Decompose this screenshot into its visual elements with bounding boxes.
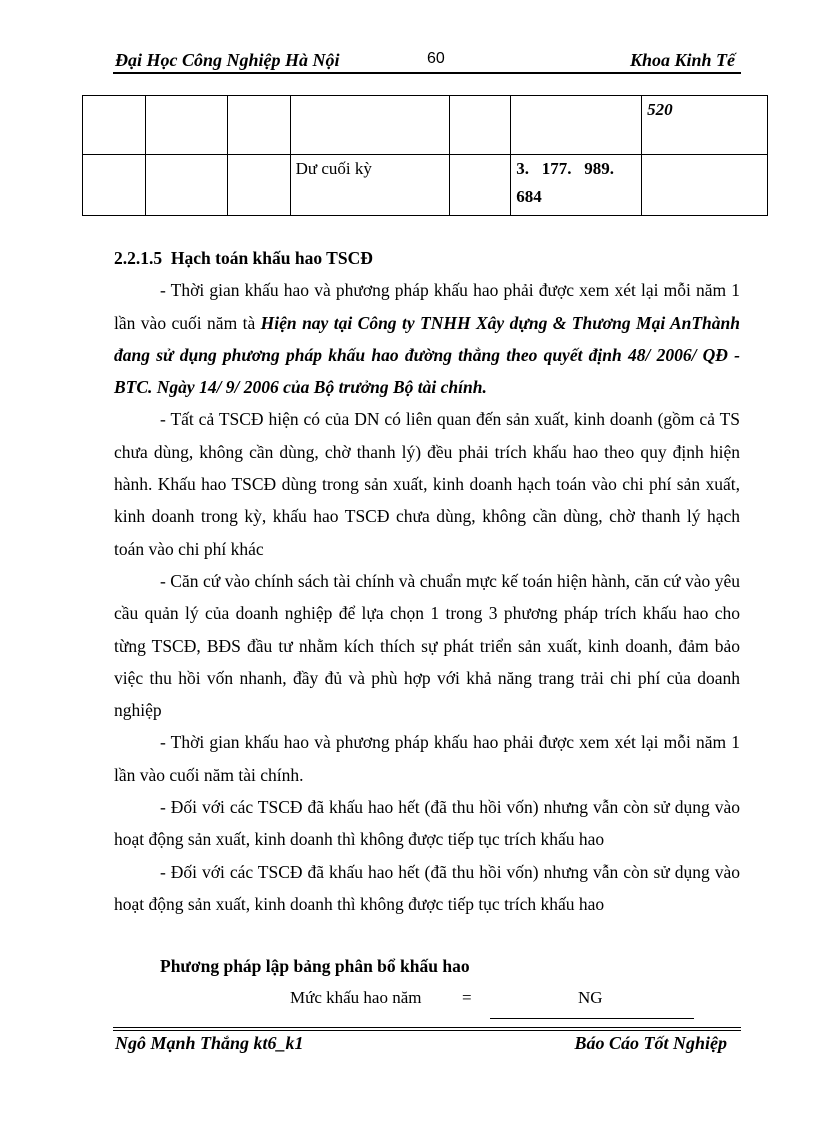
table-cell	[227, 96, 290, 155]
table-cell	[83, 155, 146, 216]
closing-balance-label: Dư cuối kỳ	[295, 159, 372, 178]
emphasis-text: Hiện nay tại Công ty TNHH Xây dựng & Thương Mại AnThành đang sử dụng phương pháp khấu hao đường thẳng theo quyết định 48/ 2006/ QĐ - BTC. Ngày 14/ 9/ 2006 của Bộ trưởng Bộ tài chính.	[114, 312, 740, 398]
page-footer	[113, 1027, 741, 1061]
table-cell	[511, 155, 642, 216]
footer-rule	[113, 1030, 741, 1031]
paragraph: - Thời gian khấu hao và phương pháp khấu hao phải được xem xét lại mỗi năm 1 lần vào cuối năm tài chính.	[114, 732, 740, 785]
paragraph	[114, 274, 740, 403]
section-heading: 2.2.1.5 Hạch toán khấu hao TSCĐ	[114, 248, 373, 268]
table-row	[83, 96, 768, 155]
formula-title: Phương pháp lập bảng phân bổ khấu hao	[160, 956, 470, 976]
closing-balance-value-line1: 3. 177. 989.	[516, 159, 614, 178]
table-cell	[642, 155, 768, 216]
footer-report-title: Báo Cáo Tốt Nghiệp	[574, 1033, 727, 1053]
table-cell	[511, 96, 642, 155]
header-university: Đại Học Công Nghiệp Hà Nội	[115, 50, 340, 70]
table-cell	[290, 155, 450, 216]
table-cell	[145, 96, 227, 155]
table-row	[83, 155, 768, 216]
header-rule	[113, 72, 741, 74]
paragraph: - Đối với các TSCĐ đã khấu hao hết (đã thu hồi vốn) nhưng vẫn còn sử dụng vào hoạt động sản xuất, kinh doanh thì không được tiếp tục trích khấu hao	[114, 861, 740, 914]
amount-value: 520	[647, 100, 673, 119]
table-cell	[83, 96, 146, 155]
table-cell	[450, 155, 511, 216]
formula-label: Mức khấu hao năm	[290, 988, 422, 1007]
footer-author: Ngô Mạnh Thắng kt6_k1	[115, 1033, 304, 1053]
formula-numerator: NG	[578, 988, 603, 1007]
closing-balance-value-line2: 684	[516, 187, 542, 206]
page-number: 60	[427, 50, 445, 67]
paragraph: - Tất cả TSCĐ hiện có của DN có liên quan đến sản xuất, kinh doanh (gồm cả TS chưa dùng, không cần dùng, chờ thanh lý) đều phải trích khấu hao theo quy định hiện hành. Khấu hao TSCĐ dùng trong sản xuất, kinh doanh hạch toán vào chi phí sản xuất, kinh doanh trong kỳ, khấu hao TSCĐ chưa dùng, không cần dùng, chờ thanh lý hạch toán vào chi phí khác	[114, 409, 740, 559]
ledger-table	[82, 95, 768, 216]
formula-equals: =	[462, 988, 472, 1007]
table-cell	[450, 96, 511, 155]
paragraph: - Đối với các TSCĐ đã khấu hao hết (đã thu hồi vốn) nhưng vẫn còn sử dụng vào hoạt động sản xuất, kinh doanh thì không được tiếp tục trích khấu hao	[114, 797, 740, 850]
footer-rule	[113, 1027, 741, 1028]
table-cell	[642, 96, 768, 155]
paragraph: - Căn cứ vào chính sách tài chính và chuẩn mực kế toán hiện hành, căn cứ vào yêu cầu quản lý của doanh nghiệp để lựa chọn 1 trong 3 phương pháp trích khấu hao cho từng TSCĐ, BĐS đầu tư nhằm kích thích sự phát triển sản xuất, kinh doanh, đảm bảo việc thu hồi vốn nhanh, đầy đủ và phù hợp với khả năng trang trải chi phí của doanh nghiệp	[114, 570, 740, 721]
header-faculty: Khoa Kinh Tế	[629, 50, 735, 70]
section-body	[114, 242, 740, 920]
table-cell	[290, 96, 450, 155]
fraction-line	[490, 1018, 694, 1019]
page-header	[113, 46, 741, 74]
table-cell	[227, 155, 290, 216]
table-cell	[145, 155, 227, 216]
paragraph-text: - Thời gian khấu hao và phương pháp khấu hao phải được xem xét lại mỗi năm 1 lần vào cuối năm tà	[114, 280, 740, 333]
